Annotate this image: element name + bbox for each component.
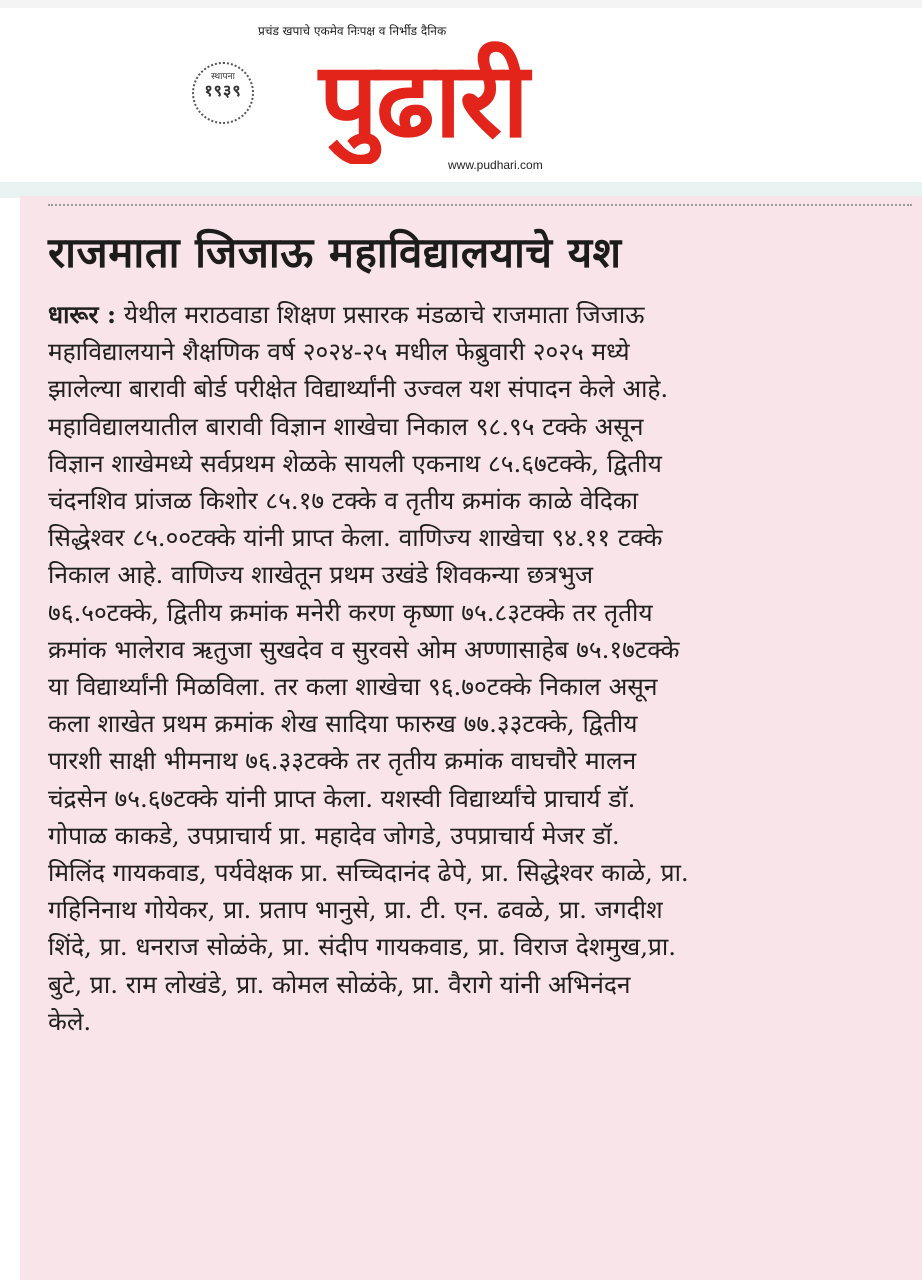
article-line: गहिनिनाथ गोयेकर, प्रा. प्रताप भानुसे, प्रा. टी. एन. ढवळे, प्रा. जगदीश <box>48 895 663 925</box>
article-line: शिंदे, प्रा. धनराज सोळंके, प्रा. संदीप गायकवाड, प्रा. विराज देशमुख,प्रा. <box>48 932 677 962</box>
article-dateline: धारूर : <box>48 300 117 329</box>
article-first-line-text: येथील मराठवाडा शिक्षण प्रसारक मंडळाचे राजमाता जिजाऊ <box>116 300 645 329</box>
masthead-tagline: प्रचंड खपाचे एकमेव निःपक्ष व निर्भीड दैनिक <box>258 24 447 38</box>
news-clipping <box>20 196 922 1280</box>
article-body <box>48 296 910 1040</box>
established-year: १९३९ <box>204 81 242 100</box>
article-line: गोपाळ काकडे, उपप्राचार्य प्रा. महादेव जोगडे, उपप्राचार्य मेजर डॉ. <box>48 820 620 850</box>
article-line: चंदनशिव प्रांजळ किशोर ८५.१७ टक्के व तृतीय क्रमांक काळे वेदिका <box>48 486 639 516</box>
established-label: स्थापना <box>211 72 235 82</box>
article-line: मिलिंद गायकवाड, पर्यवेक्षक प्रा. सच्चिदानंद ढेपे, प्रा. सिद्धेश्वर काळे, प्रा. <box>48 858 689 888</box>
article-line: केले. <box>48 1006 92 1036</box>
article-line: ७६.५०टक्के, द्वितीय क्रमांक मनेरी करण कृष्णा ७५.८३टक्के तर तृतीय <box>48 597 653 627</box>
article-line: झालेल्या बारावी बोर्ड परीक्षेत विद्यार्थ्यांनी उज्वल यश संपादन केले आहे. <box>48 374 669 404</box>
svg-text:पुढारी: पुढारी <box>318 39 528 161</box>
article-line: चंद्रसेन ७५.६७टक्के यांनी प्राप्त केला. यशस्वी विद्यार्थ्यांचे प्राचार्य डॉ. <box>48 783 636 813</box>
article-first-line <box>48 296 910 333</box>
article-headline: राजमाता जिजाऊ महाविद्यालयाचे यश <box>48 228 622 277</box>
article-line: या विद्यार्थ्यांनी मिळविला. तर कला शाखेचा ९६.७०टक्के निकाल असून <box>48 672 658 702</box>
article-line: महाविद्यालयाने शैक्षणिक वर्ष २०२४-२५ मधील फेब्रुवारी २०२५ मध्ये <box>48 337 630 367</box>
pudhari-logo <box>258 36 588 164</box>
article-line: विज्ञान शाखेमध्ये सर्वप्रथम शेळके सायली एकनाथ ८५.६७टक्के, द्वितीय <box>48 448 662 478</box>
website-url: www.pudhari.com <box>448 158 543 172</box>
article-line: पारशी साक्षी भीमनाथ ७६.३३टक्के तर तृतीय क्रमांक वाघचौरे मालन <box>48 746 637 776</box>
established-seal <box>192 62 254 124</box>
article-line: क्रमांक भालेराव ऋतुजा सुखदेव व सुरवसे ओम अण्णासाहेब ७५.१७टक्के <box>48 634 680 664</box>
article-line: बुटे, प्रा. राम लोखंडे, प्रा. कोमल सोळंके, प्रा. वैरागे यांनी अभिनंदन <box>48 969 631 999</box>
article-line: महाविद्यालयातील बारावी विज्ञान शाखेचा निकाल ९८.९५ टक्के असून <box>48 411 644 441</box>
article-line: निकाल आहे. वाणिज्य शाखेतून प्रथम उखंडे शिवकन्या छत्रभुज <box>48 560 594 590</box>
dotted-rule <box>48 204 912 206</box>
newspaper-masthead <box>0 8 922 182</box>
article-line: कला शाखेत प्रथम क्रमांक शेख सादिया फारुख ७७.३३टक्के, द्वितीय <box>48 709 638 739</box>
article-line: सिद्धेश्वर ८५.००टक्के यांनी प्राप्त केला. वाणिज्य शाखेचा ९४.११ टक्के <box>48 523 663 553</box>
